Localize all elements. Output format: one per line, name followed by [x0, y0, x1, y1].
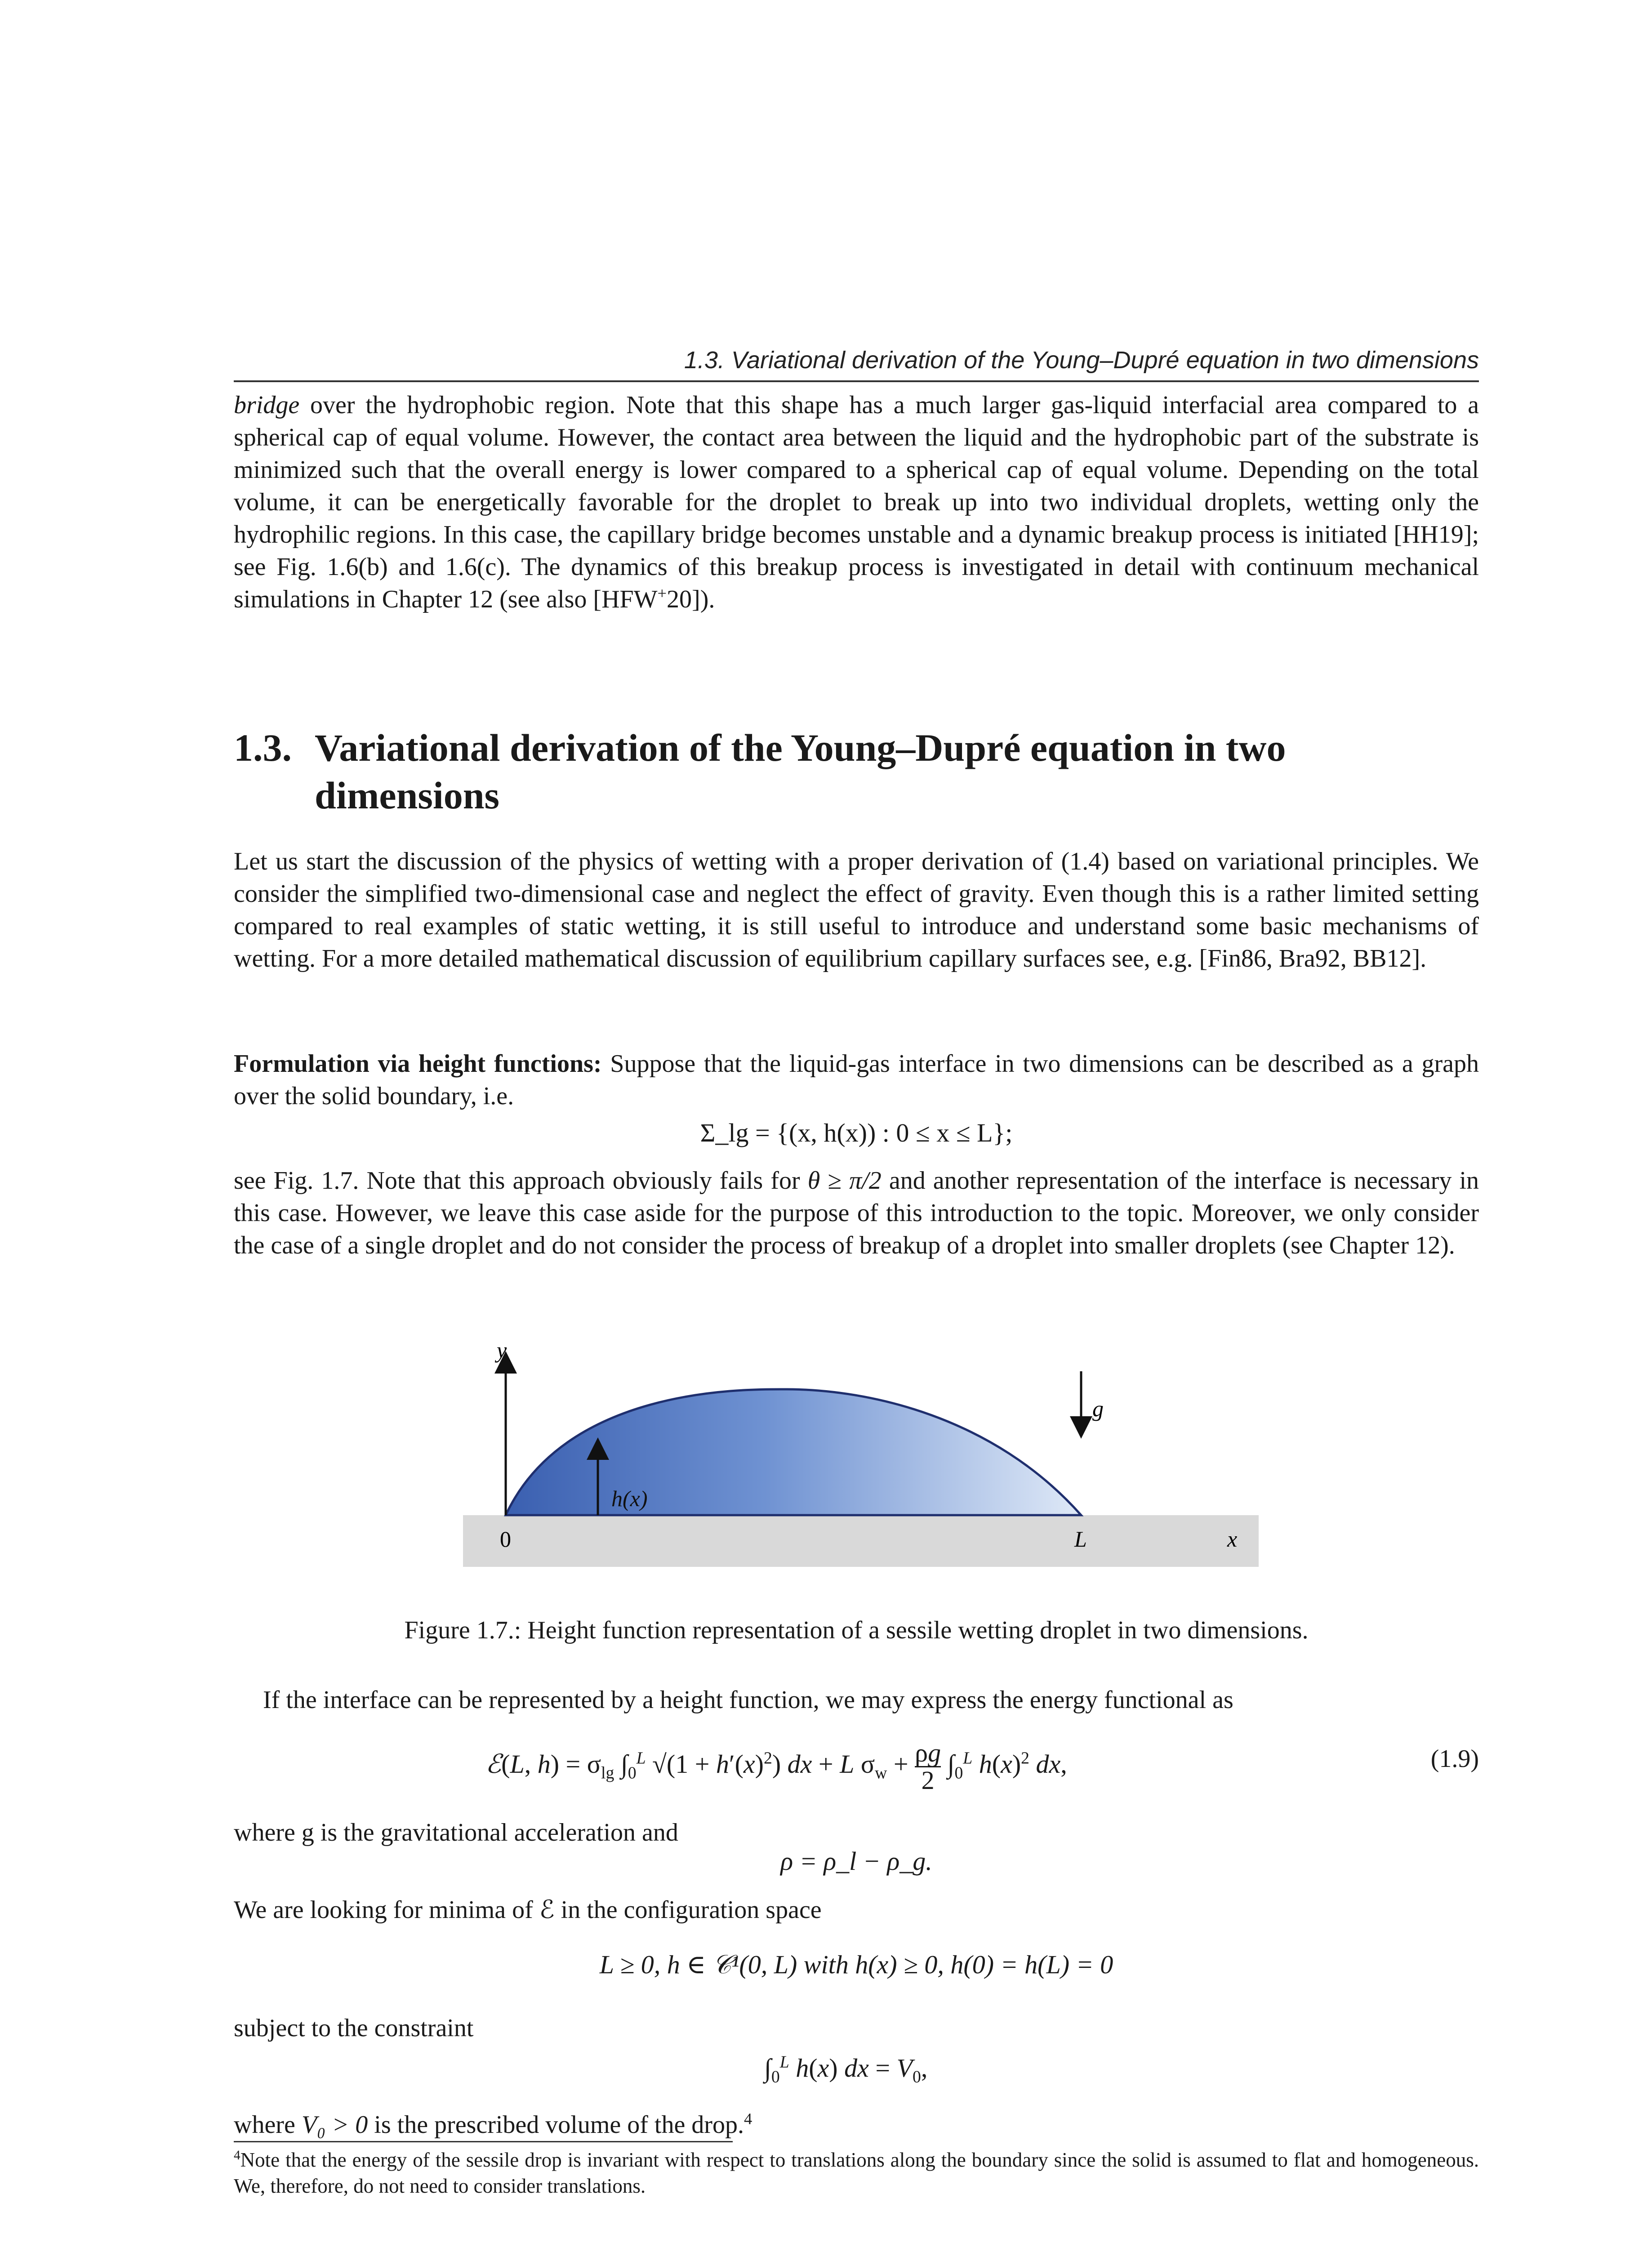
y-axis-label: y — [497, 1338, 507, 1363]
footnote — [234, 2147, 1479, 2199]
intro-lead-italic: bridge — [234, 391, 300, 419]
footnote-rule — [234, 2141, 733, 2142]
substrate — [463, 1515, 1259, 1567]
where-g-text: where g is the gravitational acceleration and — [234, 1819, 678, 1847]
section-title-line1: Variational derivation of the Young–Dupré equation in two — [315, 726, 1286, 769]
rho-equation: ρ = ρ_l − ρ_g. — [780, 1847, 932, 1876]
origin-label: 0 — [500, 1526, 511, 1552]
equation-number: (1.9) — [1430, 1745, 1479, 1773]
formulation-continuation — [234, 1164, 1479, 1262]
theta-condition: θ ≥ π/2 — [807, 1167, 882, 1195]
volume-text-2: is the prescribed volume of the drop. — [368, 2111, 744, 2139]
section-title-line2: dimensions — [315, 774, 500, 817]
continuation-text-2: and another representation of the interface is necessary in this case. However, we leave this case aside for the purpose of this introduction to the topic. Moreover, we only consider the case of a single droplet and do not consider the process of breakup of a droplet into smaller droplets (see Chapter 12). — [234, 1167, 1479, 1259]
droplet-shape — [506, 1389, 1081, 1515]
section-heading — [234, 724, 1479, 819]
energy-functional-equation: ℰ(L, $h) = \sigma_{lg}$ $\int_0^L$ $√(1 + h'(x)^2)$ dx + L $\sigma_w$ + $\frac{\rho g}{2}$ $\int_0^L$ $h(x)^2$ dx, — [485, 1738, 1067, 1795]
energy-intro: If the interface can be represented by a height function, we may express the energy functional as — [263, 1686, 1233, 1714]
x-axis-label: x — [1227, 1526, 1238, 1552]
L-label: L — [1074, 1526, 1087, 1552]
cite-superscript: + — [657, 584, 667, 602]
running-header: 1.3. Variational derivation of the Young–Dupré equation in two dimensions — [234, 346, 1479, 382]
section-paragraph: Let us start the discussion of the physics of wetting with a proper derivation of (1.4) based on variational principles. We consider the simplified two-dimensional case and neglect the effect of gravity. Even though this is a rather limited setting compared to real examples of static wetting, it is still useful to introduce and understand some basic mechanisms of wetting. For a more detailed mathematical discussion of equilibrium capillary surfaces see, e.g. [Fin86, Bra92, BB12]. — [234, 847, 1479, 972]
formulation-label: Formulation via height functions: — [234, 1050, 602, 1078]
h-label: h(x) — [611, 1486, 648, 1511]
intro-text-end: 20]). — [667, 585, 715, 613]
section-number: 1.3. — [234, 726, 292, 769]
formulation-paragraph — [234, 1048, 1479, 1112]
volume-sentence — [234, 2109, 1479, 2141]
continuation-text-1: see Fig. 1.7. Note that this approach obviously fails for — [234, 1167, 808, 1195]
interface-equation: Σ_lg = {(x, h(x)) : 0 ≤ x ≤ L}; — [700, 1118, 1013, 1147]
intro-text: over the hydrophobic region. Note that this shape has a much larger gas-liquid interfacial area compared to a spherical cap of equal volume. However, the contact area between the liquid and the hydrophobic part of the substrate is minimized such that the overall energy is lower compared to a spherical cap of equal volume. Depending on the total volume, it can be energetically favorable for the droplet to break up into two individual droplets, wetting only the hydrophilic regions. In this case, the capillary bridge becomes unstable and a dynamic breakup process is initiated [HH19]; see Fig. 1.6(b) and 1.6(c). The dynamics of this breakup process is investigated in detail with continuum mechanical simulations in Chapter 12 (see also [HFW — [234, 391, 1479, 613]
minima-text: We are looking for minima of ℰ in the configuration space — [234, 1896, 822, 1924]
formulation-text: Suppose that the liquid-gas interface in two dimensions can be described as a graph over the solid boundary, i.e. — [234, 1050, 1479, 1110]
droplet-figure — [463, 1326, 1259, 1578]
subject-text: subject to the constraint — [234, 2014, 474, 2042]
intro-paragraph — [234, 389, 1479, 616]
configuration-space: L ≥ 0, h ∈ 𝒞¹(0, L) with h(x) ≥ 0, h(0) = h(L) = 0 — [599, 1950, 1113, 1979]
volume-constraint: $\int_0^L$ h(x) dx = $V_0$, — [764, 2052, 928, 2087]
figure-caption: Figure 1.7.: Height function representation of a sessile wetting droplet in two dimensions. — [404, 1616, 1309, 1644]
footnote-mark: 4 — [234, 2148, 240, 2163]
footnote-text: Note that the energy of the sessile drop is invariant with respect to translations along the boundary since the solid is assumed to flat and homogeneous. We, therefore, do not need to consider translations. — [234, 2149, 1479, 2197]
gravity-label: g⃗ — [1092, 1396, 1121, 1421]
footnote-ref: 4 — [744, 2110, 753, 2128]
volume-text-1: where — [234, 2111, 302, 2139]
volume-condition: V₀ > 0 — [301, 2111, 368, 2139]
